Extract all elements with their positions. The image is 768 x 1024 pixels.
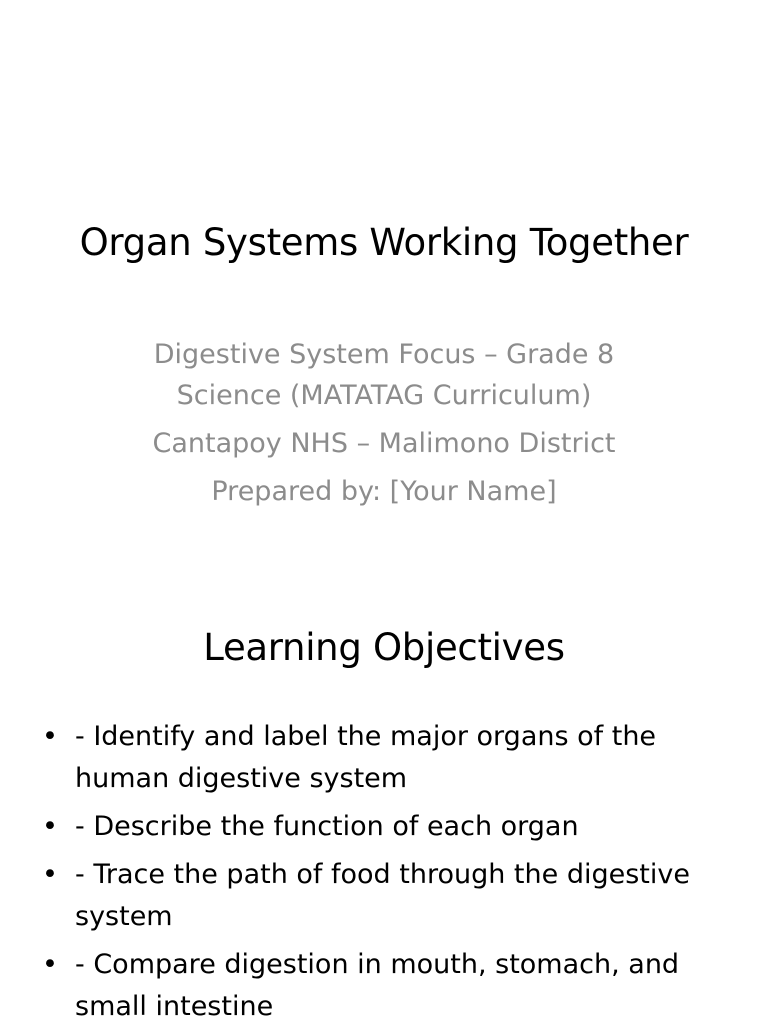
objective-text: - Compare digestion in mouth, stomach, and small intestine <box>75 949 680 1022</box>
list-item <box>40 806 720 848</box>
subtitle-line-school: Cantapoy NHS – Malimono District <box>152 428 616 459</box>
list-item <box>40 716 720 800</box>
slide-title: Organ Systems Working Together <box>79 221 689 264</box>
objectives-slide <box>0 576 768 1024</box>
list-item <box>40 944 720 1024</box>
bullet-icon: • <box>42 721 58 752</box>
objectives-list <box>40 716 720 1024</box>
objective-text: - Describe the function of each organ <box>75 811 579 842</box>
list-item <box>40 854 720 938</box>
objective-text: - Identify and label the major organs of the human digestive system <box>75 721 657 794</box>
bullet-icon: • <box>42 859 58 890</box>
subtitle-line-author: Prepared by: [Your Name] <box>211 476 557 507</box>
objective-text: - Trace the path of food through the digestive system <box>75 859 690 932</box>
bullet-icon: • <box>42 811 58 842</box>
subtitle-line-course: Digestive System Focus – Grade 8 Science (MATATAG Curriculum) <box>153 339 615 411</box>
bullet-icon: • <box>42 949 58 980</box>
slide-subtitle <box>140 334 628 512</box>
objectives-title: Learning Objectives <box>203 626 565 669</box>
